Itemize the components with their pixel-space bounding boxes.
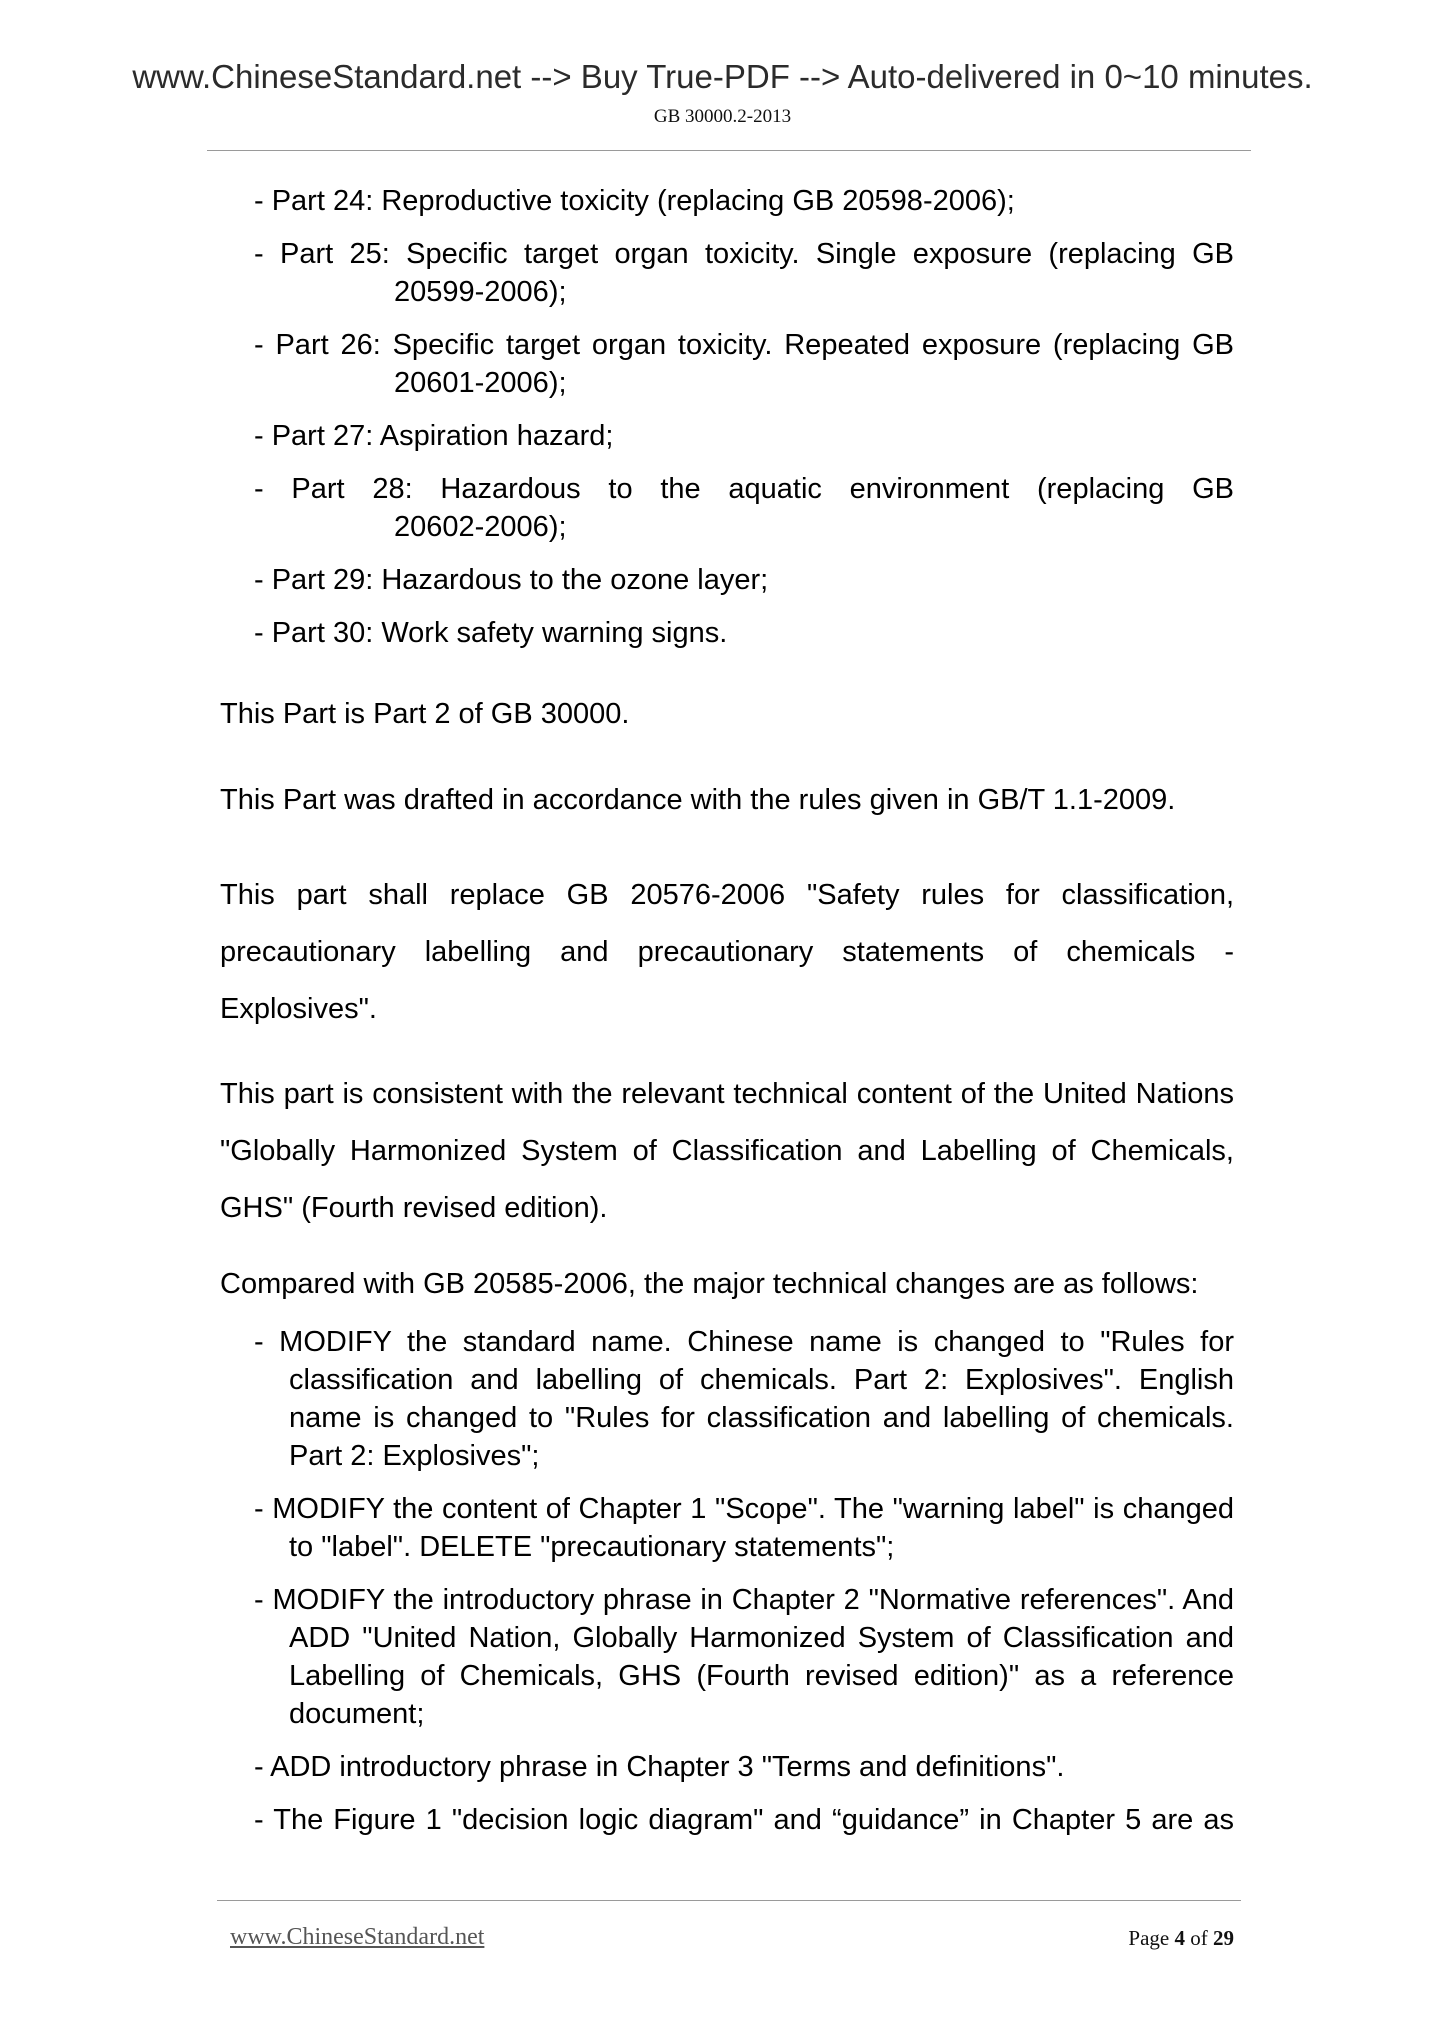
list-item-text: - MODIFY the introductory phrase in Chapter 2 "Normative references". And — [254, 1584, 1234, 1616]
parts-list — [220, 182, 1234, 652]
list-item-change-4 — [254, 1748, 1234, 1786]
list-item-text: - Part 26: Specific target organ toxicity. Repeated exposure (replacing GB — [254, 329, 1234, 361]
page-current: 4 — [1174, 1926, 1185, 1950]
list-item-text: - Part 25: Specific target organ toxicity. Single exposure (replacing GB — [254, 238, 1234, 270]
page-of-label: of — [1190, 1926, 1208, 1950]
page-label: Page — [1128, 1926, 1170, 1950]
header-divider — [207, 150, 1251, 151]
paragraph-replace: This part shall replace GB 20576-2006 "Safety rules for classification, precautionary labelling and precautionary statements of chemicals - Explosives". — [220, 879, 1234, 1025]
list-item-continuation: ADD "United Nation, Globally Harmonized System of Classification and Labelling of Chemicals, GHS (Fourth revised edition)" as a reference document; — [289, 1622, 1234, 1730]
list-item-part-25 — [254, 235, 1234, 311]
page-total: 29 — [1213, 1926, 1234, 1950]
list-item-text: - Part 27: Aspiration hazard; — [254, 420, 614, 452]
list-item-text: - Part 24: Reproductive toxicity (replacing GB 20598-2006); — [254, 185, 1015, 217]
footer-divider — [217, 1900, 1241, 1901]
list-item-text: - ADD introductory phrase in Chapter 3 "Terms and definitions". — [254, 1751, 1065, 1783]
list-item-part-29 — [254, 561, 1234, 599]
list-item-part-30 — [254, 614, 1234, 652]
page-number — [1128, 1926, 1234, 1951]
list-item-part-28 — [254, 470, 1234, 546]
page-content — [220, 182, 1234, 1854]
list-item-text: - MODIFY the standard name. Chinese name is changed to "Rules for — [254, 1326, 1234, 1358]
footer-site-link[interactable]: www.ChineseStandard.net — [230, 1924, 485, 1950]
list-item-text: - Part 28: Hazardous to the aquatic environment (replacing GB — [254, 473, 1234, 505]
list-item-continuation: 20602-2006); — [394, 511, 567, 543]
list-item-change-5 — [254, 1801, 1234, 1839]
paragraph-consistent: This part is consistent with the relevant technical content of the United Nations "Globally Harmonized System of Classification and Labelling of Chemicals, GHS" (Fourth revised edition). — [220, 1078, 1234, 1224]
header-banner[interactable]: www.ChineseStandard.net --> Buy True-PDF --> Auto-delivered in 0~10 minutes. — [132, 58, 1313, 95]
list-item-text: - Part 29: Hazardous to the ozone layer; — [254, 564, 769, 596]
paragraph-drafted: This Part was drafted in accordance with the rules given in GB/T 1.1-2009. — [220, 784, 1176, 816]
list-item-continuation: to "label". DELETE "precautionary statements"; — [289, 1531, 895, 1563]
list-item-part-27 — [254, 417, 1234, 455]
list-item-text: - MODIFY the content of Chapter 1 "Scope". The "warning label" is changed — [254, 1493, 1234, 1525]
list-item-change-1 — [254, 1323, 1234, 1475]
list-item-continuation: 20601-2006); — [394, 367, 567, 399]
list-item-text: - Part 30: Work safety warning signs. — [254, 617, 728, 649]
list-item-change-3 — [254, 1581, 1234, 1733]
paragraph-compared: Compared with GB 20585-2006, the major technical changes are as follows: — [220, 1268, 1199, 1300]
list-item-continuation: classification and labelling of chemicals. Part 2: Explosives". English name is changed to "Rules for classification and labelling of chemicals. Part 2: Explosives"; — [289, 1364, 1234, 1472]
list-item-part-26 — [254, 326, 1234, 402]
list-item-part-24 — [254, 182, 1234, 220]
list-item-change-2 — [254, 1490, 1234, 1566]
changes-list — [220, 1323, 1234, 1839]
list-item-text: - The Figure 1 "decision logic diagram" and “guidance” in Chapter 5 are as — [254, 1804, 1234, 1836]
standard-code: GB 30000.2-2013 — [653, 106, 792, 127]
list-item-continuation: 20599-2006); — [394, 276, 567, 308]
paragraph-part-of: This Part is Part 2 of GB 30000. — [220, 698, 630, 730]
